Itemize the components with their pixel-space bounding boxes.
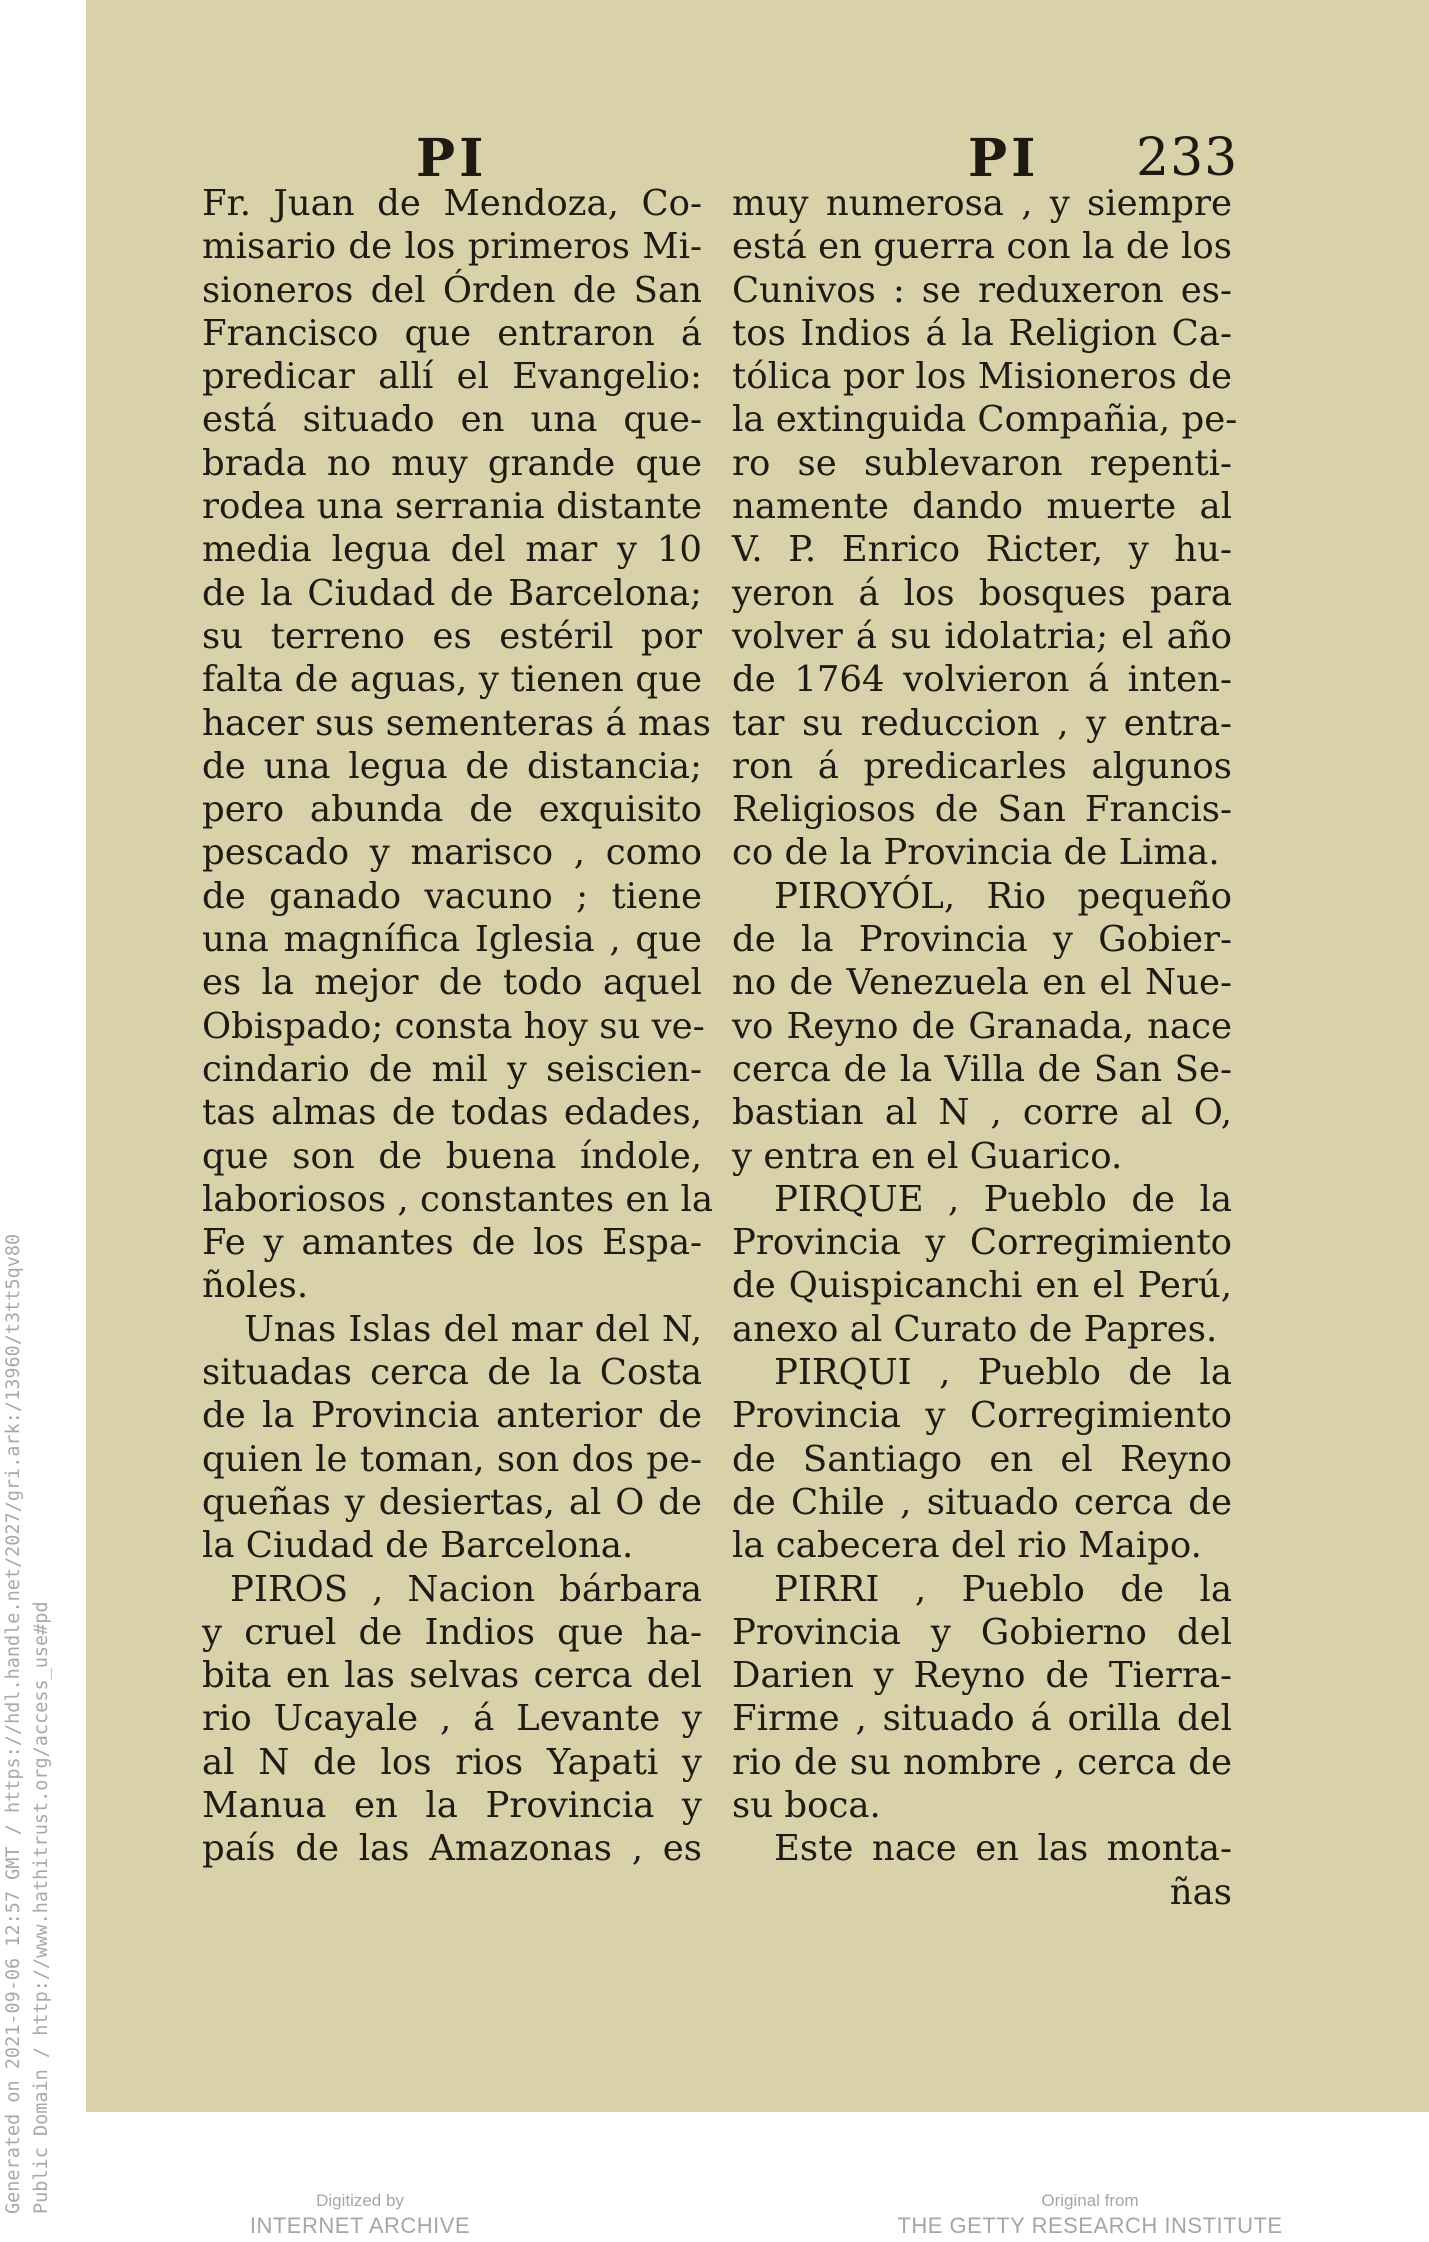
text-line: Provincia y Corregimiento [732,1395,1232,1437]
text-line: cindario de mil y seiscien- [202,1048,702,1090]
text-line: Cunivos : se reduxeron es- [732,269,1232,311]
text-line: Unas Islas del mar del N, [244,1308,702,1350]
text-line: al N de los rios Yapati y [202,1741,702,1783]
text-line: Firme , situado á orilla del [732,1698,1232,1740]
text-line: de la Ciudad de Barcelona; [202,572,702,614]
text-line: no de Venezuela en el Nue- [732,962,1232,1004]
text-line: y cruel de Indios que ha- [202,1611,702,1653]
text-line: su boca. [732,1784,881,1826]
text-line: de Chile , situado cerca de [732,1481,1232,1523]
text-line: de Quispicanchi en el Perú, [732,1265,1232,1307]
text-line: co de la Provincia de Lima. [732,832,1220,874]
text-line: anexo al Curato de Papres. [732,1308,1218,1350]
text-line: de la Provincia y Gobier- [732,919,1232,961]
text-line: yeron á los bosques para [732,572,1232,614]
text-line: tas almas de todas edades, [202,1092,702,1134]
text-line: es la mejor de todo aquel [202,962,702,1004]
original-from-credit [860,2190,1320,2240]
text-line: está en guerra con la de los [732,226,1232,268]
text-line: PIRRI , Pueblo de la [774,1568,1232,1610]
text-line: Fe y amantes de los Espa- [202,1222,702,1264]
text-line: PIROYÓL, Rio pequeño [774,875,1232,917]
text-line: su terreno es estéril por [202,615,702,657]
digitized-by-label: Digitized by [316,2191,404,2210]
text-line: muy numerosa , y siempre [732,183,1232,224]
text-line: tar su reduccion , y entra- [732,702,1232,744]
right-text-column [732,182,1238,1914]
text-line: Francisco que entraron á [202,312,702,354]
text-line: rio de su nombre , cerca de [732,1741,1232,1783]
text-line: ñas [1169,1871,1232,1913]
text-line: Manua en la Provincia y [202,1784,702,1826]
text-line: rodea una serrania distante [202,486,702,528]
left-margin [0,0,86,2242]
internet-archive-label: INTERNET ARCHIVE [249,2213,471,2238]
text-line: de la Provincia anterior de [202,1395,702,1437]
text-line: hacer sus sementeras á mas [202,702,711,744]
text-line: PIRQUI , Pueblo de la [774,1352,1232,1394]
text-line: de 1764 volvieron á inten- [732,659,1232,701]
text-line: Religiosos de San Francis- [732,789,1232,831]
original-from-label: Original from [1041,2191,1139,2210]
text-line: PIRQUE , Pueblo de la [774,1178,1232,1220]
text-line: falta de aguas, y tienen que [202,659,702,701]
text-line: de Santiago en el Reyno [732,1438,1232,1480]
text-line: queñas y desiertas, al O de [202,1481,702,1523]
text-line: ñoles. [202,1265,309,1307]
text-line: brada no muy grande que [202,442,702,484]
text-line: bita en las selvas cerca del [202,1655,702,1697]
text-line: la Ciudad de Barcelona. [202,1525,634,1567]
text-line: Provincia y Corregimiento [732,1222,1232,1264]
text-line: Darien y Reyno de Tierra- [732,1655,1232,1697]
text-line: predicar allí el Evangelio: [202,356,702,398]
text-line: una magnífica Iglesia , que [202,919,702,961]
page-number: 233 [1136,128,1239,188]
text-line: país de las Amazonas , es [202,1828,702,1870]
text-line: vo Reyno de Granada, nace [732,1005,1232,1047]
text-line: situadas cerca de la Costa [202,1352,702,1394]
text-line: ron á predicarles algunos [732,745,1232,787]
text-line: Este nace en las monta- [774,1828,1232,1870]
getty-institute-label: THE GETTY RESEARCH INSTITUTE [897,2213,1283,2238]
text-line: misario de los primeros Mi- [202,226,702,268]
text-line: rio Ucayale , á Levante y [202,1698,702,1740]
access-watermark [0,1134,86,2214]
digitized-by-credit [210,2190,510,2240]
text-line: tos Indios á la Religion Ca- [732,312,1232,354]
text-line: cerca de la Villa de San Se- [732,1048,1232,1090]
text-line: laboriosos , constantes en la [202,1178,714,1220]
text-line: volver á su idolatria; el año [732,615,1232,657]
text-line: Fr. Juan de Mendoza, Co- [202,183,702,224]
text-line: de ganado vacuno ; tiene [202,875,702,917]
watermark-line-1: Generated on 2021-09-06 12:57 GMT / https://hdl.handle.net/2027/gri.ark:/13960/t3tt5qv80 [3,1233,24,2214]
running-head-left: PI [416,128,488,189]
text-line: de una legua de distancia; [202,745,702,787]
text-line: PIROS , Nacion bárbara [230,1568,702,1610]
text-line: V. P. Enrico Ricter, y hu- [732,529,1232,571]
text-line: Obispado; consta hoy su ve- [202,1005,705,1047]
text-line: que son de buena índole, [202,1135,702,1177]
running-head-right: PI [968,128,1040,189]
text-line: quien le toman, son dos pe- [202,1438,702,1480]
text-line: namente dando muerte al [732,486,1232,528]
text-line: bastian al N , corre al O, [732,1092,1232,1134]
text-line: está situado en una que- [202,399,702,441]
text-line: pescado y marisco , como [202,832,702,874]
text-line: la cabecera del rio Maipo. [732,1525,1202,1567]
text-line: tólica por los Misioneros de [732,356,1232,398]
watermark-line-2: Public Domain / http://www.hathitrust.org/access_use#pd [31,1601,52,2214]
text-line: sioneros del Órden de San [202,269,702,311]
left-text-column [202,182,714,1871]
text-line: Provincia y Gobierno del [732,1611,1232,1653]
text-line: pero abunda de exquisito [202,789,702,831]
scanned-page [86,0,1429,2112]
text-line: y entra en el Guarico. [732,1135,1123,1177]
text-line: ro se sublevaron repenti- [732,442,1232,484]
text-line: la extinguida Compañia, pe- [732,399,1238,441]
text-line: media legua del mar y 10 [202,529,702,571]
